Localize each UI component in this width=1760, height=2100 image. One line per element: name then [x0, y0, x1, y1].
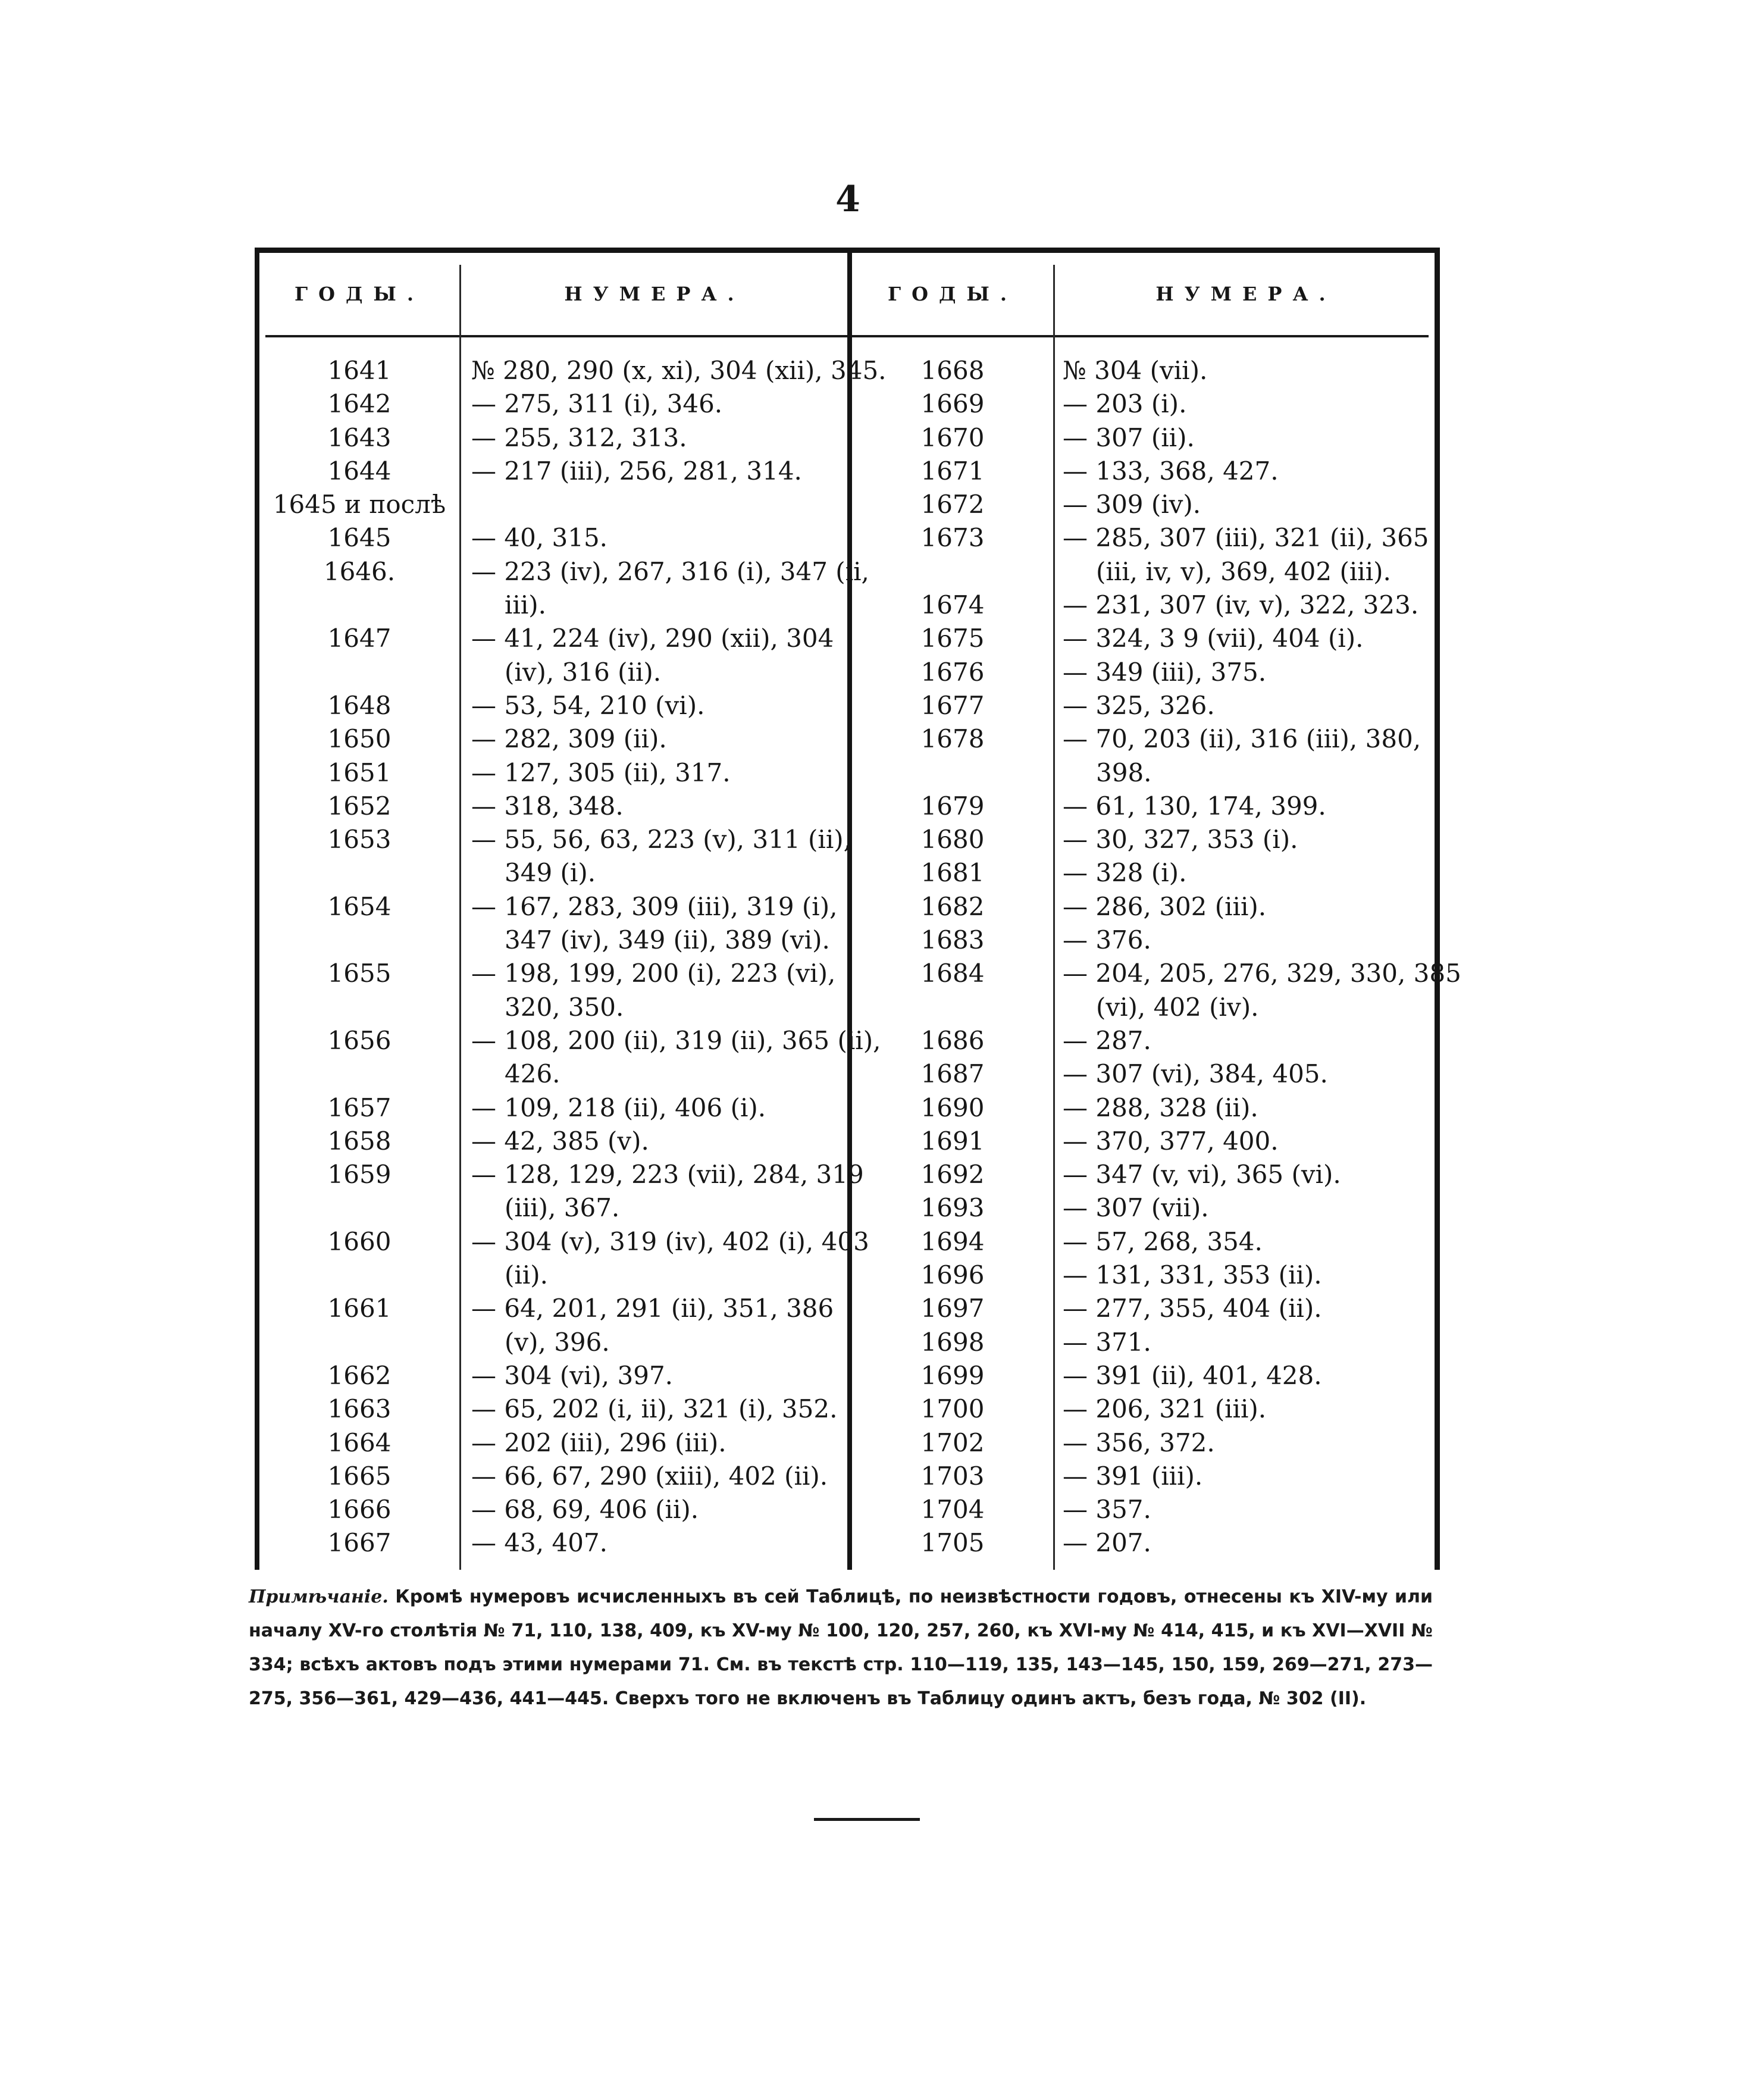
numbers-cell: — 356, 372. [1063, 1428, 1215, 1457]
left-half-rows [259, 354, 887, 1560]
year-cell: 1687 [920, 1059, 985, 1089]
table-row [852, 1024, 1438, 1057]
numbers-cell: — 277, 355, 404 (ii). [1063, 1294, 1322, 1323]
numbers-cell: — 288, 328 (ii). [1063, 1093, 1258, 1122]
numbers-cell: — 127, 305 (ii), 317. [471, 758, 731, 787]
year-cell: 1648 [327, 690, 392, 720]
year-cell: 1654 [327, 891, 392, 921]
numbers-cell: — 376. [1063, 925, 1151, 955]
year-cell: 1659 [327, 1160, 392, 1190]
table-row [852, 1526, 1438, 1560]
year-cell: 1643 [327, 422, 392, 452]
table-row [259, 1426, 847, 1460]
table-row [259, 1091, 847, 1125]
year-cell: 1658 [327, 1126, 392, 1156]
table-row [852, 1057, 1438, 1091]
year-cell: 1677 [920, 690, 985, 720]
table-row [259, 756, 847, 790]
numbers-cell: 426. [505, 1059, 560, 1089]
numbers-cell: (iii), 367. [505, 1193, 620, 1223]
table-row [852, 1225, 1438, 1259]
year-cell: 1672 [920, 490, 985, 519]
table-row [852, 1359, 1438, 1392]
numbers-cell: — 204, 205, 276, 329, 330, 385 [1063, 959, 1461, 988]
table-row [259, 589, 847, 622]
table-row [852, 1392, 1438, 1426]
year-cell: 1681 [920, 858, 985, 888]
year-cell: 1675 [920, 624, 985, 653]
numbers-cell: — 307 (ii). [1063, 422, 1195, 452]
year-cell: 1684 [920, 959, 985, 988]
numbers-cell: — 347 (v, vi), 365 (vi). [1063, 1160, 1341, 1190]
table-row [852, 354, 1438, 387]
numbers-cell: — 53, 54, 210 (vi). [471, 690, 705, 720]
numbers-cell: — 40, 315. [471, 523, 608, 553]
numbers-cell: — 307 (vi), 384, 405. [1063, 1059, 1328, 1089]
year-cell: 1699 [920, 1360, 985, 1390]
year-cell: 1693 [920, 1193, 985, 1223]
right-years-header: ГОДЫ. [887, 283, 1017, 305]
numbers-cell: № 280, 290 (x, xi), 304 (xii), 345. [471, 356, 887, 385]
table-row [852, 890, 1438, 924]
year-cell: 1696 [920, 1260, 985, 1290]
numbers-cell: — 223 (iv), 267, 316 (i), 347 (ii, [471, 556, 869, 586]
footnote-label: Примѣчаніе. [249, 1586, 389, 1607]
table-row [852, 1292, 1438, 1325]
year-cell: 1697 [920, 1294, 985, 1323]
year-cell: 1680 [920, 825, 985, 855]
table-row [852, 722, 1438, 756]
year-cell: 1644 [327, 456, 392, 486]
numbers-cell: — 282, 309 (ii). [471, 724, 667, 754]
year-cell: 1694 [920, 1226, 985, 1256]
year-cell: 1679 [920, 791, 985, 821]
table-row [259, 1125, 847, 1158]
table-row [852, 1326, 1438, 1359]
year-cell: 1655 [327, 959, 392, 988]
year-cell: 1651 [327, 758, 392, 787]
numbers-cell: — 304 (vi), 397. [471, 1360, 674, 1390]
numbers-cell: — 66, 67, 290 (xiii), 402 (ii). [471, 1461, 828, 1491]
table-row [852, 622, 1438, 655]
year-cell: 1703 [920, 1461, 985, 1491]
numbers-cell: — 391 (iii). [1063, 1461, 1203, 1491]
table-row [852, 488, 1438, 521]
numbers-cell: — 133, 368, 427. [1063, 456, 1279, 486]
year-cell: 1676 [920, 657, 985, 687]
table-row [259, 354, 887, 387]
year-cell: 1670 [920, 422, 985, 452]
year-cell: 1674 [920, 590, 985, 620]
numbers-cell: — 167, 283, 309 (iii), 319 (i), [471, 891, 838, 921]
table-row [852, 823, 1438, 856]
numbers-cell: 349 (i). [505, 858, 596, 888]
table-row [259, 1526, 847, 1560]
year-cell: 1650 [327, 724, 392, 754]
year-cell: 1647 [327, 624, 392, 653]
year-cell: 1656 [327, 1025, 392, 1055]
table-row [259, 1292, 847, 1325]
table-row [259, 991, 847, 1024]
table-row [852, 421, 1438, 455]
footnote-text: Кромѣ нумеровъ исчисленныхъ въ сей Таблицѣ, по неизвѣстности годовъ, отнесены къ XIV-му или началу XV-го столѣтія № 71, 110, 138, 409, къ XV-му № 100, 120, 257, 260, къ XVI-му № 414, 415, и къ XVI—XVII № 334; всѣхъ актовъ подъ этими нумерами 71. См. въ текстѣ стр. 110—119, 135, 143—145, 150, 159, 269—271, 273—275, 356—361, 429—436, 441—445. Сверхъ того не включенъ въ Таблицу одинъ актъ, безъ года, № 302 (II). [249, 1586, 1433, 1709]
table-row [259, 1326, 847, 1359]
numbers-cell: — 286, 302 (iii). [1063, 891, 1267, 921]
year-cell: 1705 [920, 1528, 985, 1558]
numbers-cell: — 65, 202 (i, ii), 321 (i), 352. [471, 1394, 838, 1424]
numbers-cell: — 371. [1063, 1327, 1151, 1357]
table-row [259, 555, 869, 589]
year-cell: 1645 и послѣ [273, 490, 446, 519]
right-half-rows [852, 354, 1461, 1560]
table-row [852, 689, 1438, 722]
center-divider [847, 253, 852, 1570]
year-index-table [255, 248, 1461, 1570]
table-row [259, 387, 847, 421]
numbers-cell: — 217 (iii), 256, 281, 314. [471, 456, 802, 486]
year-cell: 1661 [327, 1294, 392, 1323]
table-row [259, 656, 847, 689]
numbers-cell: — 255, 312, 313. [471, 422, 687, 452]
numbers-cell: — 309 (iv). [1063, 490, 1201, 519]
table-row [259, 790, 847, 823]
numbers-cell: — 285, 307 (iii), 321 (ii), 365 [1063, 523, 1429, 553]
numbers-cell: — 109, 218 (ii), 406 (i). [471, 1093, 766, 1122]
numbers-cell: — 41, 224 (iv), 290 (xii), 304 [471, 624, 834, 653]
closing-rule [814, 1818, 920, 1821]
numbers-cell: — 275, 311 (i), 346. [471, 389, 723, 419]
numbers-cell: — 324, 3 9 (vii), 404 (i). [1063, 624, 1364, 653]
table-row [259, 521, 847, 555]
year-cell: 1664 [327, 1428, 392, 1457]
table-row [852, 656, 1438, 689]
year-cell: 1667 [327, 1528, 392, 1558]
left-years-header: ГОДЫ. [294, 283, 424, 305]
table-row [852, 455, 1438, 488]
year-cell: 1702 [920, 1428, 985, 1457]
numbers-cell: — 30, 327, 353 (i). [1063, 825, 1298, 855]
numbers-cell: — 61, 130, 174, 399. [1063, 791, 1326, 821]
table-row [259, 890, 847, 924]
year-cell: 1704 [920, 1495, 985, 1525]
numbers-cell: — 198, 199, 200 (i), 223 (vi), [471, 959, 836, 988]
table-row [259, 722, 847, 756]
table-row [852, 589, 1438, 622]
numbers-cell: — 202 (iii), 296 (iii). [471, 1428, 726, 1457]
numbers-cell: — 328 (i). [1063, 858, 1187, 888]
numbers-cell: (ii). [505, 1260, 548, 1290]
table-row [852, 1091, 1438, 1125]
table-row [259, 924, 847, 957]
year-cell: 1660 [327, 1226, 392, 1256]
numbers-cell: — 43, 407. [471, 1528, 608, 1558]
table-row [852, 555, 1438, 589]
year-cell: 1690 [920, 1093, 985, 1122]
year-cell: 1698 [920, 1327, 985, 1357]
year-cell: 1669 [920, 389, 985, 419]
numbers-cell: (v), 396. [505, 1327, 610, 1357]
numbers-cell: — 57, 268, 354. [1063, 1226, 1263, 1256]
table-row [852, 991, 1438, 1024]
numbers-cell: — 231, 307 (iv, v), 322, 323. [1063, 590, 1419, 620]
year-cell: 1686 [920, 1025, 985, 1055]
left-numbers-header: НУМЕРА. [564, 283, 745, 305]
numbers-cell: № 304 (vii). [1063, 356, 1208, 385]
numbers-cell: — 128, 129, 223 (vii), 284, 319 [471, 1160, 864, 1190]
year-cell: 1683 [920, 925, 985, 955]
year-cell: 1682 [920, 891, 985, 921]
year-cell: 1645 [327, 523, 392, 553]
table-row [259, 689, 847, 722]
numbers-cell: (iv), 316 (ii). [505, 657, 662, 687]
year-cell: 1646. [323, 556, 396, 586]
numbers-cell: (vi), 402 (iv). [1096, 992, 1259, 1022]
numbers-cell: — 357. [1063, 1495, 1151, 1525]
year-cell: 1666 [327, 1495, 392, 1525]
year-cell: 1673 [920, 523, 985, 553]
numbers-cell: — 325, 326. [1063, 690, 1215, 720]
numbers-cell: — 304 (v), 319 (iv), 402 (i), 403 [471, 1226, 869, 1256]
numbers-cell: iii). [505, 590, 547, 620]
numbers-cell: — 203 (i). [1063, 389, 1187, 419]
numbers-cell: 398. [1096, 758, 1152, 787]
numbers-cell: — 206, 321 (iii). [1063, 1394, 1267, 1424]
year-cell: 1642 [327, 389, 392, 419]
year-cell: 1663 [327, 1394, 392, 1424]
numbers-cell: 320, 350. [505, 992, 624, 1022]
year-cell: 1691 [920, 1126, 985, 1156]
table-row [852, 1158, 1438, 1191]
table-row [259, 1259, 847, 1292]
table-row [259, 488, 847, 521]
table-row [852, 1259, 1438, 1292]
numbers-cell: — 64, 201, 291 (ii), 351, 386 [471, 1294, 834, 1323]
year-cell: 1665 [327, 1461, 392, 1491]
numbers-cell: (iii, iv, v), 369, 402 (iii). [1096, 556, 1391, 586]
table-row [852, 756, 1438, 790]
table-row [259, 1024, 881, 1057]
year-cell: 1652 [327, 791, 392, 821]
numbers-cell: — 42, 385 (v). [471, 1126, 649, 1156]
table-row [259, 1460, 847, 1493]
numbers-cell: — 55, 56, 63, 223 (v), 311 (ii), [471, 825, 852, 855]
year-cell: 1700 [920, 1394, 985, 1424]
table-row [852, 387, 1438, 421]
numbers-cell: — 391 (ii), 401, 428. [1063, 1360, 1322, 1390]
numbers-cell: — 70, 203 (ii), 316 (iii), 380, [1063, 724, 1421, 754]
year-cell: 1653 [327, 825, 392, 855]
numbers-cell: — 370, 377, 400. [1063, 1126, 1279, 1156]
table-row [259, 823, 852, 856]
table-row [259, 1392, 847, 1426]
year-cell: 1657 [327, 1093, 392, 1122]
table-row [852, 521, 1438, 555]
numbers-cell: — 287. [1063, 1025, 1151, 1055]
year-cell: 1671 [920, 456, 985, 486]
numbers-cell: — 349 (iii), 375. [1063, 657, 1267, 687]
year-cell: 1668 [920, 356, 985, 385]
table-row [852, 790, 1438, 823]
table-row [852, 1125, 1438, 1158]
table-row [259, 957, 847, 990]
table-row [259, 622, 847, 655]
numbers-cell: — 307 (vii). [1063, 1193, 1209, 1223]
table-row [259, 1057, 847, 1091]
table-row [259, 455, 847, 488]
table-row [259, 421, 847, 455]
year-cell: 1641 [327, 356, 392, 385]
table-row [259, 856, 847, 890]
year-cell: 1678 [920, 724, 985, 754]
table-row [259, 1359, 847, 1392]
table-row [852, 1460, 1438, 1493]
footnote [249, 1580, 1433, 1716]
table-row [852, 1493, 1438, 1526]
table-row [852, 957, 1461, 990]
table-row [852, 924, 1438, 957]
table-row [852, 1191, 1438, 1225]
table-row [259, 1225, 869, 1259]
numbers-cell: — 318, 348. [471, 791, 624, 821]
table-row [259, 1493, 847, 1526]
numbers-cell: — 207. [1063, 1528, 1151, 1558]
numbers-cell: — 131, 331, 353 (ii). [1063, 1260, 1322, 1290]
table-row [852, 856, 1438, 890]
table-row [852, 1426, 1438, 1460]
right-numbers-header: НУМЕРА. [1155, 283, 1336, 305]
year-cell: 1662 [327, 1360, 392, 1390]
page-number: 4 [835, 179, 860, 220]
numbers-cell: — 108, 200 (ii), 319 (ii), 365 (ii), [471, 1025, 881, 1055]
table-row [259, 1191, 847, 1225]
numbers-cell: 347 (iv), 349 (ii), 389 (vi). [505, 925, 830, 955]
year-cell: 1692 [920, 1160, 985, 1190]
table-row [259, 1158, 864, 1191]
numbers-cell: — 68, 69, 406 (ii). [471, 1495, 699, 1525]
